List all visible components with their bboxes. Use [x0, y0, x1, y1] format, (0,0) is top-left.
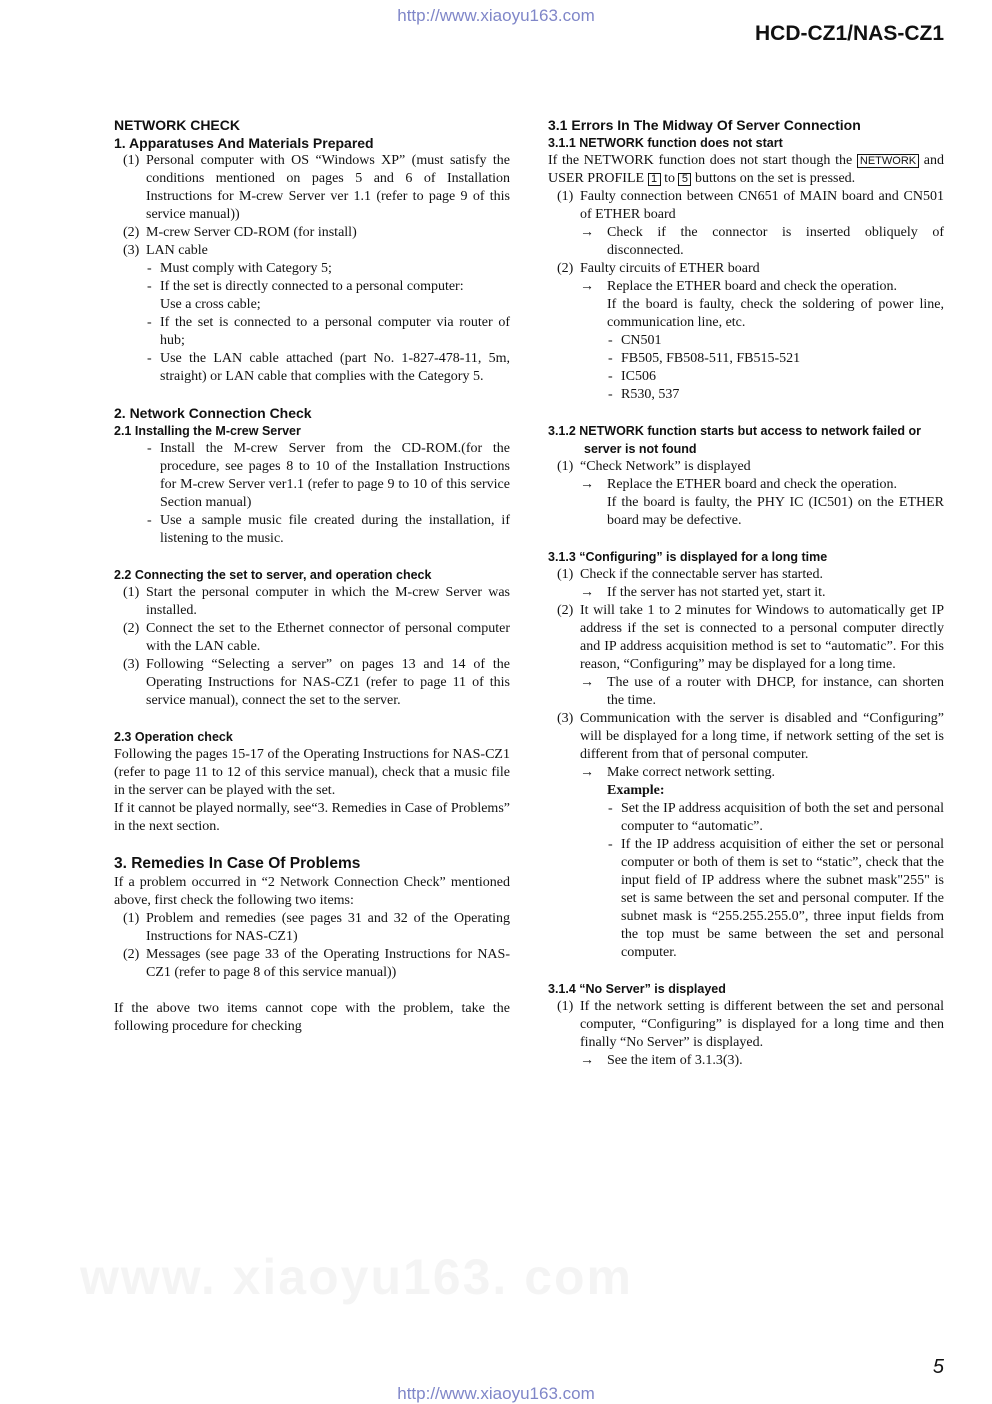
section-3-1-3-title: 3.1.3 “Configuring” is displayed for a long time: [548, 550, 828, 564]
section-3-1-1-title: 3.1.1 NETWORK function does not start: [548, 136, 783, 150]
list-item: - Use a sample music file created during the installation, if listening to the music.: [147, 513, 510, 546]
paragraph: If a problem occurred in “2 Network Connection Check” mentioned above, first check the following two items:: [114, 875, 510, 908]
section-1-title: 1. Apparatuses And Materials Prepared: [114, 135, 374, 151]
paragraph: If the above two items cannot cope with the problem, take the following procedure for checking: [114, 1001, 510, 1034]
list-item: - Must comply with Category 5;: [147, 261, 332, 276]
paragraph: Following the pages 15-17 of the Operating Instructions for NAS-CZ1 (refer to page 11 to 12 of this service manual), check that a music file in the server can be played with the set.: [114, 747, 510, 798]
list-item: (1) Problem and remedies (see pages 31 and 32 of the Operating Instructions for NAS-CZ1): [123, 911, 510, 944]
list-item: → Replace the ETHER board and check the operation.: [580, 477, 897, 492]
list-item: (3) Communication with the server is disabled and “Configuring” will be displayed for a long time, if network setting of the set is different from that of personal computer.: [557, 711, 944, 762]
network-check-title: NETWORK CHECK: [114, 117, 240, 133]
paragraph: If the board is faulty, the PHY IC (IC501) on the ETHER board may be defective.: [607, 495, 944, 528]
list-item: (3) LAN cable: [123, 243, 208, 258]
list-item: - IC506: [608, 369, 656, 384]
section-2-2-title: 2.2 Connecting the set to server, and operation check: [114, 568, 432, 582]
list-item: (3) Following “Selecting a server” on pages 13 and 14 of the Operating Instructions for NAS-CZ1 (refer to page 11 of this service manual), connect the set to the server.: [123, 657, 510, 708]
list-item: (2) Messages (see page 33 of the Operating Instructions for NAS-CZ1 (refer to page 8 of this service manual)): [123, 947, 510, 980]
list-item: - CN501: [608, 333, 662, 348]
list-item: - Set the IP address acquisition of both the set and personal computer to “automatic”.: [608, 801, 944, 834]
section-3-1-2-title: 3.1.2 NETWORK function starts but access to network failed or server is not found: [548, 424, 921, 456]
key-1-label: 1: [648, 173, 661, 186]
list-item: → If the server has not started yet, start it.: [580, 585, 826, 600]
paragraph: If the board is faulty, check the soldering of power line, communication line, etc.: [607, 297, 944, 330]
network-key-label: NETWORK: [857, 154, 919, 168]
key-5-label: 5: [678, 173, 691, 186]
list-item: → Replace the ETHER board and check the operation.: [580, 279, 897, 294]
paragraph: If the NETWORK function does not start though the NETWORK and USER PROFILE 1 to 5 buttons on the set is pressed.: [548, 153, 945, 186]
list-item: - If the set is connected to a personal computer via router of hub;: [147, 315, 510, 348]
list-item: → See the item of 3.1.3(3).: [580, 1053, 743, 1068]
section-3-title: 3. Remedies In Case Of Problems: [114, 855, 361, 872]
url-header-link[interactable]: http://www.xiaoyu163.com: [397, 6, 595, 25]
paragraph: If it cannot be played normally, see“3. Remedies in Case of Problems” in the next section.: [114, 801, 510, 834]
list-item: - If the set is directly connected to a personal computer: Use a cross cable;: [147, 279, 464, 312]
right-column: [548, 116, 944, 1070]
left-column: [114, 116, 510, 1036]
list-item: (2) M-crew Server CD-ROM (for install): [123, 225, 357, 240]
list-item: (1) Personal computer with OS “Windows XP” (must satisfy the conditions mentioned on pages 5 and 6 of Installation Instructions for M-crew Server ver 1.1 (refer to page 9 of this service manual)): [123, 153, 510, 222]
list-item: (1) If the network setting is different between the set and personal computer, “Configuring” is displayed for a long time and then finally “No Server” is displayed.: [557, 999, 944, 1050]
list-item: - Use the LAN cable attached (part No. 1-827-478-11, 5m, straight) or LAN cable that complies with the Category 5.: [147, 351, 510, 384]
section-2-1-title: 2.1 Installing the M-crew Server: [114, 424, 301, 438]
list-item: → Make correct network setting.: [580, 765, 775, 780]
list-item: (1) Start the personal computer in which the M-crew Server was installed.: [123, 585, 510, 618]
section-2-3-title: 2.3 Operation check: [114, 730, 233, 744]
list-item: (1) Faulty connection between CN651 of MAIN board and CN501 of ETHER board: [557, 189, 944, 222]
model-title: HCD-CZ1/NAS-CZ1: [755, 22, 944, 45]
list-item: (2) Faulty circuits of ETHER board: [557, 261, 760, 276]
watermark-text: [80, 1248, 633, 1306]
page-number: 5: [932, 1356, 944, 1378]
section-2-title: 2. Network Connection Check: [114, 405, 312, 421]
url-footer-link[interactable]: http://www.xiaoyu163.com: [397, 1384, 595, 1403]
list-item: (2) Connect the set to the Ethernet connector of personal computer with the LAN cable.: [123, 621, 510, 654]
example-label: Example:: [607, 783, 665, 798]
section-3-1-4-title: 3.1.4 “No Server” is displayed: [548, 982, 726, 996]
list-item: - If the IP address acquisition of either the set or personal computer or both of them is set to “static”, check that the input field of IP address where the subnet mask"255" is set is same between the set and personal computer. If the subnet mask is “255.255.255.0”, three input fields from the top must be same between the set and personal computer.: [608, 837, 944, 960]
list-item: → Check if the connector is inserted obliquely of disconnected.: [580, 225, 944, 258]
list-item: (1) “Check Network” is displayed: [557, 459, 751, 474]
list-item: (1) Check if the connectable server has started.: [557, 567, 823, 582]
list-item: (2) It will take 1 to 2 minutes for Windows to automatically get IP address if the set is connected to a personal computer directly and IP address acquisition method is set to “automatic”. For this reason, “Configuring” may be displayed for a long time.: [557, 603, 944, 672]
list-item: - Install the M-crew Server from the CD-ROM.(for the procedure, see pages 8 to 10 of the Installation Instructions for M-crew Server ver1.1 (refer to page 9 to 10 of this service Section manual): [147, 441, 510, 510]
list-item: - R530, 537: [608, 387, 680, 402]
list-item: → The use of a router with DHCP, for instance, can shorten the time.: [580, 675, 944, 708]
list-item: - FB505, FB508-511, FB515-521: [608, 351, 801, 366]
section-3-1-title: 3.1 Errors In The Midway Of Server Connection: [548, 117, 861, 133]
